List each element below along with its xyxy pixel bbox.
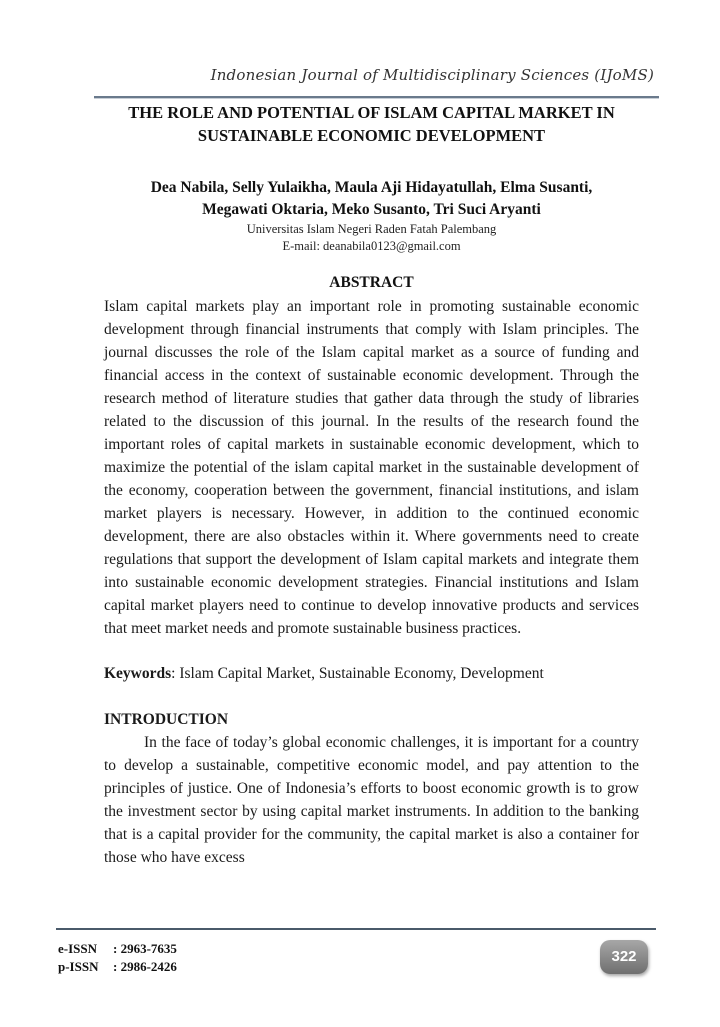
paper-title-line-2: SUSTAINABLE ECONOMIC DEVELOPMENT bbox=[197, 126, 546, 145]
affiliation: Universitas Islam Negeri Raden Fatah Palembang bbox=[246, 222, 497, 236]
paper-title bbox=[104, 101, 639, 147]
abstract-heading: ABSTRACT bbox=[329, 274, 414, 291]
keywords-line bbox=[104, 662, 639, 685]
journal-header: Indonesian Journal of Multidisciplinary Sciences (IJoMS) bbox=[210, 66, 654, 84]
author-list-line-1: Dea Nabila, Selly Yulaikha, Maula Aji Hidayatullah, Elma Susanti, bbox=[150, 179, 593, 196]
pissn-line bbox=[58, 958, 177, 976]
page-content bbox=[104, 101, 639, 869]
author-list-line-2: Megawati Oktaria, Meko Susanto, Tri Suci Aryanti bbox=[202, 201, 541, 218]
pissn-value: : 2986-2426 bbox=[113, 959, 177, 974]
pissn-label: p-ISSN bbox=[58, 959, 99, 974]
introduction-heading: INTRODUCTION bbox=[104, 711, 229, 728]
header-divider bbox=[94, 96, 659, 99]
issn-block bbox=[58, 940, 177, 976]
page-number-badge: 322 bbox=[600, 940, 648, 974]
keywords-text: : Islam Capital Market, Sustainable Economy, Development bbox=[171, 665, 544, 682]
eissn-line bbox=[58, 940, 177, 958]
keywords-label: Keywords bbox=[104, 665, 172, 682]
paper-title-line-1: THE ROLE AND POTENTIAL OF ISLAM CAPITAL MARKET IN bbox=[128, 103, 615, 122]
author-list bbox=[104, 177, 639, 221]
author-email: E-mail: deanabila0123@gmail.com bbox=[282, 239, 461, 253]
introduction-text: In the face of today’s global economic challenges, it is important for a country to develop a sustainable, competitive economic model, and pay attention to the principles of justice. One of Indonesia’s efforts to boost economic growth is to grow the investment sector by using capital market instruments. In addition to the banking that is a capital provider for the community, the capital market is also a container for those who have excess bbox=[104, 734, 639, 866]
abstract-text: Islam capital markets play an important role in promoting sustainable economic development through financial instruments that comply with Islam principles. The journal discusses the role of the Islam capital market as a source of funding and financial access in the context of sustainable economic development. Through the research method of literature studies that gather data through the study of libraries related to the discussion of this journal. In the results of the research found the important roles of capital markets in sustainable economic development, which to maximize the potential of the islam capital market in the sustainable development of the economy, cooperation between the government, financial institutions, and islam market players is necessary. However, in addition to the continued economic development, there are also obstacles within it. Where governments need to create regulations that support the development of Islam capital markets and integrate them into sustainable economic development strategies. Financial institutions and Islam capital market players need to continue to develop innovative products and services that meet market needs and promote sustainable business practices. bbox=[104, 298, 639, 637]
eissn-value: : 2963-7635 bbox=[113, 941, 177, 956]
eissn-label: e-ISSN bbox=[58, 941, 98, 956]
footer-divider bbox=[56, 928, 656, 930]
